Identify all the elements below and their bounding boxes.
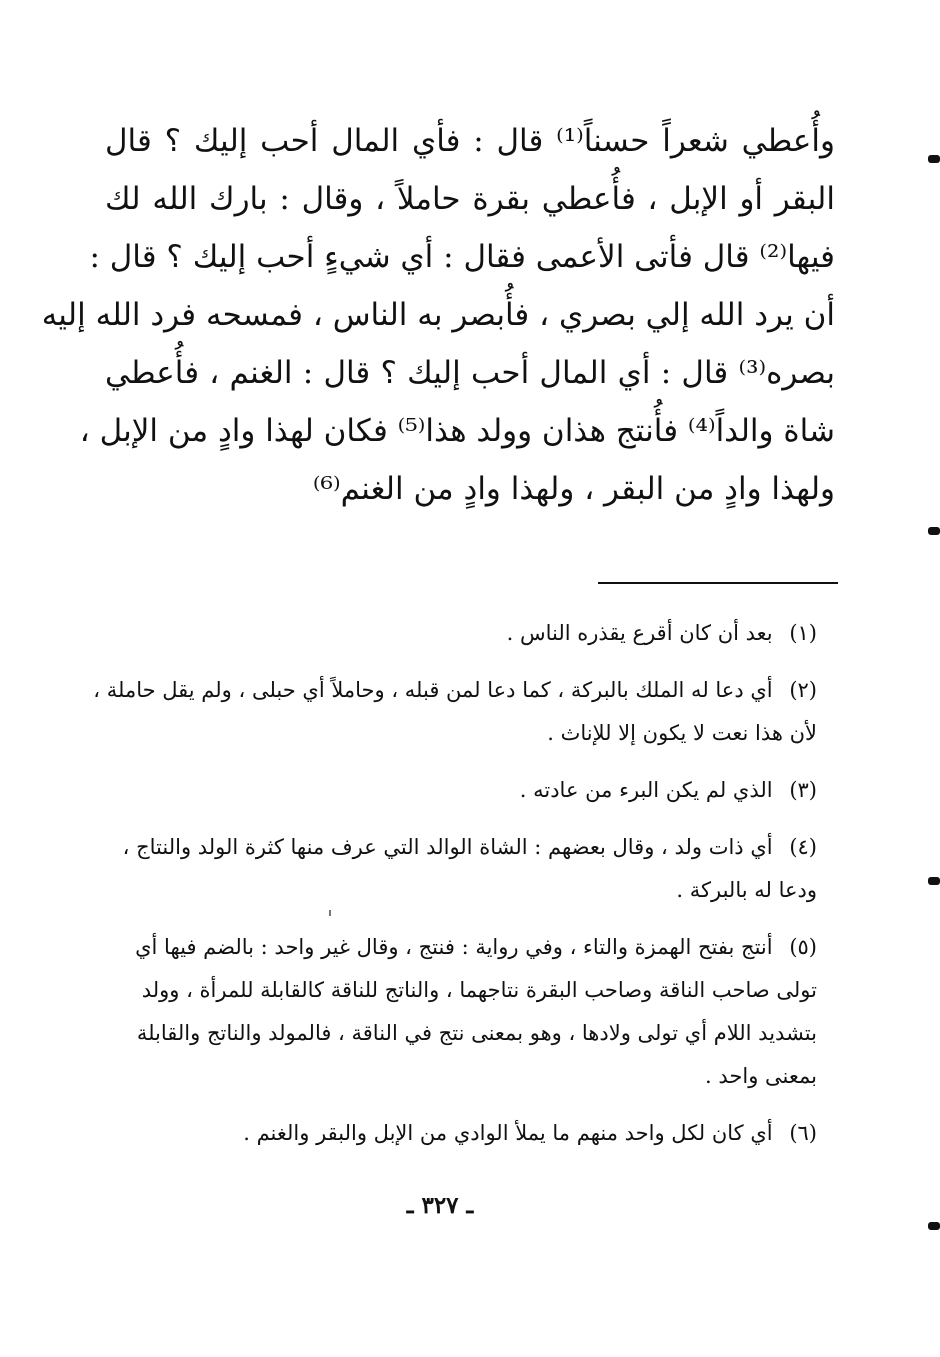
footnote-number: (٦) [789,1121,817,1145]
footnote-item [92,826,817,912]
footnote-number: (٥) [789,935,817,959]
main-text-block [41,112,836,518]
footnote-item [92,769,817,812]
footnote-item [92,1112,817,1155]
page-number: ـ ٣٢٧ ـ [406,1192,474,1219]
main-text-line: وأُعطي شعراً حسناً⁽¹⁾ قال : فأي المال أحب إليك ؟ قال [105,123,836,159]
main-text-line: فيها⁽²⁾ قال فأتى الأعمى فقال : أي شيءٍ أحب إليك ؟ قال : [89,239,835,275]
main-text-line: أن يرد الله إلي بصري ، فأُبصر به الناس ، فمسحه فرد الله إليه [41,297,835,333]
footnote-number: (٤) [789,835,817,859]
main-text-line: ولهذا وادٍ من البقر ، ولهذا وادٍ من الغنم⁽⁶⁾ [312,471,835,507]
footnote-item [92,612,817,655]
footnote-text: الذي لم يكن البرء من عادته . [519,778,773,802]
footnote-number: (٢) [789,678,817,702]
footnote-item [92,926,817,1098]
scan-edge-mark [928,877,940,885]
scan-edge-mark [928,155,940,163]
footnote-text: أي ذات ولد ، وقال بعضهم : الشاة الوالد التي عرف منها كثرة الولد والنتاج ، ودعا له بالبركة . [122,835,817,902]
footnote-text: أي دعا له الملك بالبركة ، كما دعا لمن قبله ، وحاملاً أي حبلى ، ولم يقل حاملة ، لأن هذا نعت لا يكون إلا للإناث . [93,678,817,745]
footnote-item [92,669,817,755]
footnote-divider [598,582,838,584]
footnote-number: (١) [789,621,817,645]
footnote-text: أي كان لكل واحد منهم ما يملأ الوادي من الإبل والبقر والغنم . [243,1121,773,1145]
main-text-line: البقر أو الإبل ، فأُعطي بقرة حاملاً ، وقال : بارك الله لك [105,181,835,217]
scan-edge-mark [928,527,940,535]
footnote-text: أنتج بفتح الهمزة والتاء ، وفي رواية : فنتج ، وقال غير واحد : بالضم فيها أي تولى صاحب الناقة وصاحب البقرة نتاجهما ، والناتج للناقة كالقابلة للمرأة ، وولد بتشديد اللام أي تولى ولادها ، وهو بمعنى نتج في الناقة ، فالمولد والناتج والقابلة بمعنى واحد . [135,935,817,1088]
footnote-number: (٣) [789,778,817,802]
footnote-text: بعد أن كان أقرع يقذره الناس . [506,621,773,645]
scan-speck [329,910,331,916]
main-text-line: شاة والداً⁽⁴⁾ فأُنتج هذان وولد هذا⁽⁵⁾ فكان لهذا وادٍ من الإبل ، [79,413,835,449]
main-text-line: بصره⁽³⁾ قال : أي المال أحب إليك ؟ قال : الغنم ، فأُعطي [105,355,835,391]
scan-edge-mark [928,1222,940,1230]
footnotes-section [92,612,817,1169]
